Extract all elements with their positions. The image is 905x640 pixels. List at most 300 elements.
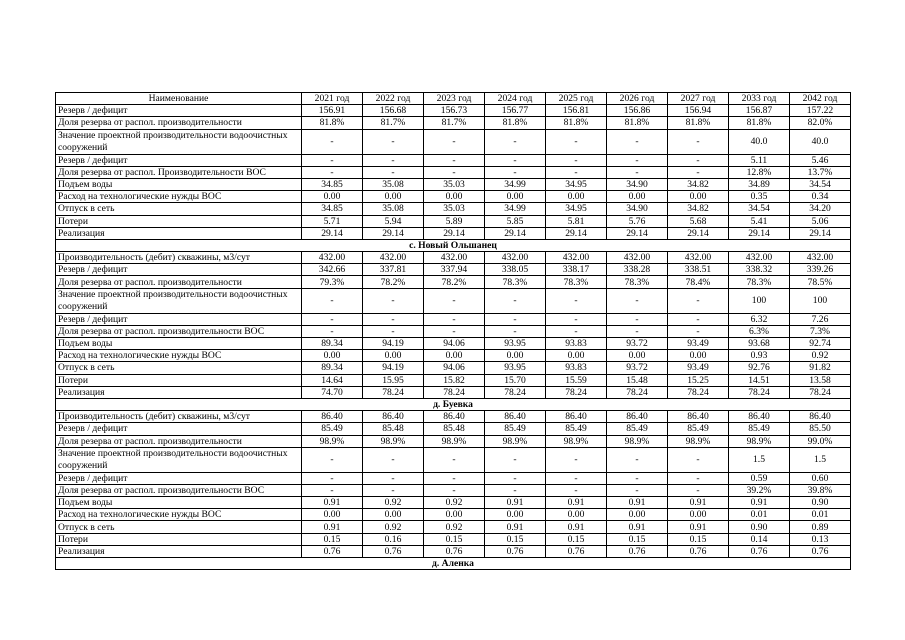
row-label: Реализация — [56, 227, 302, 239]
table-cell: 6.3% — [729, 325, 790, 337]
table-row — [56, 423, 851, 435]
table-cell: 0.76 — [485, 545, 546, 557]
table-cell: 98.9% — [729, 435, 790, 447]
table-cell: 78.2% — [363, 276, 424, 288]
table-cell: 74.70 — [302, 386, 363, 398]
table-cell: 85.50 — [790, 423, 851, 435]
table-cell: 29.14 — [424, 227, 485, 239]
row-label: Доля резерва от распол. производительности ВОС — [56, 325, 302, 337]
row-label: Реализация — [56, 386, 302, 398]
table-cell: 13.58 — [790, 374, 851, 386]
column-header-year: 2024 год — [485, 93, 546, 105]
table-row — [56, 252, 851, 264]
table-cell: 156.91 — [302, 105, 363, 117]
table-cell: 98.9% — [363, 435, 424, 447]
table-cell: - — [546, 325, 607, 337]
table-cell: 85.48 — [363, 423, 424, 435]
table-cell: 94.06 — [424, 338, 485, 350]
table-cell: 78.3% — [729, 276, 790, 288]
section-title: д. Буевка — [56, 398, 851, 410]
table-cell: 85.49 — [546, 423, 607, 435]
table-cell: 35.03 — [424, 178, 485, 190]
table-cell: 337.94 — [424, 264, 485, 276]
section-header-row — [56, 558, 851, 570]
table-cell: 338.17 — [546, 264, 607, 276]
table-cell: 0.00 — [302, 350, 363, 362]
row-label: Отпуск в сеть — [56, 521, 302, 533]
table-cell: - — [607, 154, 668, 166]
table-cell: - — [607, 472, 668, 484]
table-cell: 29.14 — [485, 227, 546, 239]
table-cell: 432.00 — [607, 252, 668, 264]
row-label: Производительность (дебит) скважины, м3/сут — [56, 252, 302, 264]
table-cell: 78.24 — [546, 386, 607, 398]
table-cell: 81.8% — [607, 117, 668, 129]
row-label: Подъем воды — [56, 178, 302, 190]
table-cell: - — [485, 166, 546, 178]
table-cell: 93.95 — [485, 338, 546, 350]
row-label: Отпуск в сеть — [56, 203, 302, 215]
table-cell: 93.68 — [729, 338, 790, 350]
table-cell: 34.85 — [302, 203, 363, 215]
table-cell: - — [668, 313, 729, 325]
row-label: Резерв / дефицит — [56, 154, 302, 166]
table-cell: - — [485, 154, 546, 166]
table-cell: 0.01 — [790, 509, 851, 521]
table-cell: 0.91 — [485, 521, 546, 533]
table-cell: 98.9% — [546, 435, 607, 447]
table-cell: 94.06 — [424, 362, 485, 374]
table-cell: 89.34 — [302, 362, 363, 374]
table-cell: - — [485, 313, 546, 325]
table-cell: 6.32 — [729, 313, 790, 325]
table-cell: 0.00 — [363, 509, 424, 521]
table-cell: - — [668, 288, 729, 313]
table-cell: 0.00 — [302, 191, 363, 203]
section-header-row — [56, 239, 851, 251]
table-row — [56, 447, 851, 472]
table-cell: 432.00 — [485, 252, 546, 264]
table-cell: 156.77 — [485, 105, 546, 117]
table-cell: 0.92 — [424, 521, 485, 533]
row-label: Доля резерва от распол. производительности — [56, 276, 302, 288]
table-cell: 0.00 — [607, 191, 668, 203]
table-cell: 0.00 — [668, 191, 729, 203]
row-label: Резерв / дефицит — [56, 313, 302, 325]
table-cell: 78.2% — [424, 276, 485, 288]
table-cell: 86.40 — [729, 411, 790, 423]
table-cell: 34.95 — [546, 203, 607, 215]
table-cell: 432.00 — [363, 252, 424, 264]
table-cell: - — [546, 447, 607, 472]
table-cell: 0.00 — [424, 509, 485, 521]
table-cell: 0.91 — [546, 521, 607, 533]
table-row — [56, 350, 851, 362]
table-cell: - — [607, 166, 668, 178]
table-body — [56, 105, 851, 570]
table-row — [56, 533, 851, 545]
table-cell: - — [546, 288, 607, 313]
table-row — [56, 521, 851, 533]
column-header-year: 2033 год — [729, 93, 790, 105]
table-cell: 0.13 — [790, 533, 851, 545]
row-label: Доля резерва от распол. Производительности ВОС — [56, 166, 302, 178]
table-cell: 78.24 — [668, 386, 729, 398]
table-cell: 29.14 — [607, 227, 668, 239]
table-cell: - — [485, 447, 546, 472]
table-row — [56, 288, 851, 313]
table-cell: 0.91 — [607, 521, 668, 533]
table-cell: 86.40 — [668, 411, 729, 423]
table-cell: 39.8% — [790, 484, 851, 496]
table-cell: - — [546, 313, 607, 325]
table-cell: 81.8% — [668, 117, 729, 129]
table-cell: 432.00 — [668, 252, 729, 264]
table-cell: - — [668, 166, 729, 178]
table-cell: 432.00 — [424, 252, 485, 264]
table-cell: 5.11 — [729, 154, 790, 166]
table-cell: - — [363, 129, 424, 154]
table-cell: 14.51 — [729, 374, 790, 386]
table-cell: 5.85 — [485, 215, 546, 227]
table-row — [56, 129, 851, 154]
table-cell: 5.81 — [546, 215, 607, 227]
row-label: Расход на технологические нужды ВОС — [56, 350, 302, 362]
table-cell: 432.00 — [302, 252, 363, 264]
table-cell: - — [424, 472, 485, 484]
row-label: Производительность (дебит) скважины, м3/сут — [56, 411, 302, 423]
table-cell: 99.0% — [790, 435, 851, 447]
row-label: Реализация — [56, 545, 302, 557]
table-cell: 156.68 — [363, 105, 424, 117]
table-cell: - — [302, 472, 363, 484]
table-cell: - — [485, 484, 546, 496]
table-cell: 34.90 — [607, 178, 668, 190]
table-cell: 29.14 — [363, 227, 424, 239]
table-cell: 0.00 — [546, 509, 607, 521]
table-cell: 34.54 — [790, 178, 851, 190]
table-row — [56, 105, 851, 117]
table-cell: 81.8% — [302, 117, 363, 129]
table-row — [56, 362, 851, 374]
table-cell: 85.48 — [424, 423, 485, 435]
table-cell: 85.49 — [485, 423, 546, 435]
table-row — [56, 264, 851, 276]
table-cell: - — [363, 313, 424, 325]
table-cell: 78.4% — [668, 276, 729, 288]
table-cell: 81.8% — [485, 117, 546, 129]
table-cell: 94.19 — [363, 362, 424, 374]
table-cell: 0.76 — [424, 545, 485, 557]
table-cell: 0.00 — [485, 191, 546, 203]
row-label: Отпуск в сеть — [56, 362, 302, 374]
table-cell: 81.8% — [546, 117, 607, 129]
table-cell: 0.76 — [363, 545, 424, 557]
table-cell: 0.00 — [607, 509, 668, 521]
table-cell: 0.34 — [790, 191, 851, 203]
table-cell: 78.24 — [607, 386, 668, 398]
table-cell: 0.00 — [607, 350, 668, 362]
column-header-year: 2026 год — [607, 93, 668, 105]
table-cell: 100 — [729, 288, 790, 313]
table-cell: 0.76 — [668, 545, 729, 557]
table-cell: - — [607, 325, 668, 337]
table-cell: 34.90 — [607, 203, 668, 215]
table-cell: 78.24 — [424, 386, 485, 398]
table-cell: 29.14 — [790, 227, 851, 239]
table-cell: 0.15 — [302, 533, 363, 545]
table-cell: 15.25 — [668, 374, 729, 386]
table-cell: 0.91 — [302, 521, 363, 533]
table-cell: - — [424, 288, 485, 313]
table-cell: - — [485, 129, 546, 154]
table-cell: 338.32 — [729, 264, 790, 276]
row-label: Значение проектной производительности водоочистных сооружений — [56, 288, 302, 313]
table-cell: 432.00 — [790, 252, 851, 264]
table-cell: 0.91 — [668, 521, 729, 533]
table-cell: 15.59 — [546, 374, 607, 386]
table-cell: 0.00 — [424, 350, 485, 362]
table-cell: 85.49 — [729, 423, 790, 435]
table-cell: 98.9% — [668, 435, 729, 447]
table-cell: - — [607, 447, 668, 472]
row-label: Потери — [56, 215, 302, 227]
column-header-year: 2021 год — [302, 93, 363, 105]
table-cell: 98.9% — [302, 435, 363, 447]
table-cell: - — [485, 288, 546, 313]
table-cell: 34.85 — [302, 178, 363, 190]
table-cell: - — [363, 325, 424, 337]
table-cell: 0.15 — [607, 533, 668, 545]
table-row — [56, 117, 851, 129]
table-cell: 156.94 — [668, 105, 729, 117]
row-label: Резерв / дефицит — [56, 105, 302, 117]
table-cell: - — [546, 166, 607, 178]
row-label: Расход на технологические нужды ВОС — [56, 191, 302, 203]
table-row — [56, 338, 851, 350]
row-label: Доля резерва от распол. производительности ВОС — [56, 484, 302, 496]
table-cell: - — [668, 154, 729, 166]
table-cell: 337.81 — [363, 264, 424, 276]
table-cell: 5.41 — [729, 215, 790, 227]
table-cell: 342.66 — [302, 264, 363, 276]
table-cell: 85.49 — [302, 423, 363, 435]
table-row — [56, 313, 851, 325]
table-cell: 40.0 — [790, 129, 851, 154]
table-cell: 5.94 — [363, 215, 424, 227]
table-cell: 0.93 — [729, 350, 790, 362]
table-cell: 100 — [790, 288, 851, 313]
table-cell: 82.0% — [790, 117, 851, 129]
table-cell: 35.03 — [424, 203, 485, 215]
table-cell: 0.91 — [485, 497, 546, 509]
table-cell: 338.05 — [485, 264, 546, 276]
section-title: д. Аленка — [56, 558, 851, 570]
table-cell: 78.24 — [790, 386, 851, 398]
table-cell: 34.95 — [546, 178, 607, 190]
table-cell: - — [302, 288, 363, 313]
table-cell: 91.82 — [790, 362, 851, 374]
table-row — [56, 203, 851, 215]
table-cell: 94.19 — [363, 338, 424, 350]
table-cell: 0.91 — [668, 497, 729, 509]
table-cell: 86.40 — [302, 411, 363, 423]
table-row — [56, 191, 851, 203]
table-cell: 0.35 — [729, 191, 790, 203]
table-cell: - — [424, 166, 485, 178]
table-row — [56, 227, 851, 239]
table-cell: 81.8% — [729, 117, 790, 129]
table-cell: 12.8% — [729, 166, 790, 178]
row-label: Подъем воды — [56, 338, 302, 350]
table-row — [56, 509, 851, 521]
column-header-year: 2042 год — [790, 93, 851, 105]
table-cell: 86.40 — [607, 411, 668, 423]
table-cell: 15.82 — [424, 374, 485, 386]
table-cell: - — [668, 484, 729, 496]
row-label: Расход на технологические нужды ВОС — [56, 509, 302, 521]
table-cell: 34.99 — [485, 178, 546, 190]
row-label: Потери — [56, 533, 302, 545]
table-row — [56, 154, 851, 166]
table-cell: 0.00 — [485, 509, 546, 521]
table-cell: 78.3% — [546, 276, 607, 288]
table-cell: - — [424, 447, 485, 472]
table-cell: 81.7% — [363, 117, 424, 129]
column-header-year: 2023 год — [424, 93, 485, 105]
table-cell: 0.91 — [729, 497, 790, 509]
table-cell: 86.40 — [485, 411, 546, 423]
table-cell: - — [668, 129, 729, 154]
table-cell: 86.40 — [363, 411, 424, 423]
table-cell: 34.99 — [485, 203, 546, 215]
table-cell: - — [424, 154, 485, 166]
table-cell: 0.15 — [485, 533, 546, 545]
table-cell: 34.89 — [729, 178, 790, 190]
table-cell: 0.15 — [668, 533, 729, 545]
table-cell: 34.82 — [668, 178, 729, 190]
table-cell: 79.3% — [302, 276, 363, 288]
table-cell: 0.00 — [363, 191, 424, 203]
table-cell: 78.24 — [729, 386, 790, 398]
table-cell: 0.00 — [302, 509, 363, 521]
table-cell: - — [424, 484, 485, 496]
table-cell: 0.92 — [363, 497, 424, 509]
table-cell: - — [424, 129, 485, 154]
table-cell: 78.24 — [363, 386, 424, 398]
table-cell: 78.24 — [485, 386, 546, 398]
table-cell: 98.9% — [607, 435, 668, 447]
table-cell: 0.76 — [546, 545, 607, 557]
table-cell: 338.28 — [607, 264, 668, 276]
row-label: Доля резерва от распол. производительности — [56, 117, 302, 129]
table-cell: 93.83 — [546, 338, 607, 350]
row-label: Резерв / дефицит — [56, 472, 302, 484]
table-cell: 0.90 — [729, 521, 790, 533]
table-row — [56, 325, 851, 337]
water-balance-table — [55, 92, 851, 570]
row-label: Резерв / дефицит — [56, 423, 302, 435]
table-cell: 156.86 — [607, 105, 668, 117]
table-cell: 86.40 — [790, 411, 851, 423]
table-cell: 93.72 — [607, 362, 668, 374]
table-cell: 5.68 — [668, 215, 729, 227]
table-cell: - — [302, 166, 363, 178]
section-title: с. Новый Ольшанец — [56, 239, 851, 251]
table-row — [56, 545, 851, 557]
table-cell: 85.49 — [607, 423, 668, 435]
table-cell: - — [302, 313, 363, 325]
table-cell: 0.00 — [363, 350, 424, 362]
table-row — [56, 435, 851, 447]
table-cell: 0.01 — [729, 509, 790, 521]
table-row — [56, 276, 851, 288]
table-cell: - — [607, 288, 668, 313]
table-cell: 86.40 — [424, 411, 485, 423]
table-cell: 0.92 — [363, 521, 424, 533]
table-cell: 85.49 — [668, 423, 729, 435]
row-label: Значение проектной производительности водоочистных сооружений — [56, 447, 302, 472]
table-cell: - — [363, 484, 424, 496]
table-cell: 0.76 — [302, 545, 363, 557]
table-cell: 92.76 — [729, 362, 790, 374]
row-label: Подъем воды — [56, 497, 302, 509]
table-cell: 93.83 — [546, 362, 607, 374]
table-cell: 0.91 — [607, 497, 668, 509]
column-header-name: Наименование — [56, 93, 302, 105]
table-cell: - — [668, 325, 729, 337]
table-cell: 0.00 — [668, 509, 729, 521]
table-cell: 7.3% — [790, 325, 851, 337]
table-cell: 81.7% — [424, 117, 485, 129]
table-cell: 0.92 — [790, 350, 851, 362]
column-header-year: 2025 год — [546, 93, 607, 105]
table-cell: - — [424, 325, 485, 337]
table-cell: 7.26 — [790, 313, 851, 325]
table-header-row — [56, 93, 851, 105]
table-cell: 339.26 — [790, 264, 851, 276]
table-cell: 29.14 — [302, 227, 363, 239]
table-cell: 0.15 — [546, 533, 607, 545]
table-cell: 157.22 — [790, 105, 851, 117]
table-cell: 13.7% — [790, 166, 851, 178]
table-cell: - — [485, 472, 546, 484]
table-cell: 0.60 — [790, 472, 851, 484]
table-cell: 98.9% — [424, 435, 485, 447]
row-label: Доля резерва от распол. производительности — [56, 435, 302, 447]
table-cell: 0.89 — [790, 521, 851, 533]
table-cell: 78.5% — [790, 276, 851, 288]
table-cell: 89.34 — [302, 338, 363, 350]
table-cell: - — [485, 325, 546, 337]
table-cell: 39.2% — [729, 484, 790, 496]
table-cell: 93.49 — [668, 338, 729, 350]
table-cell: 0.14 — [729, 533, 790, 545]
table-cell: 40.0 — [729, 129, 790, 154]
table-cell: - — [363, 472, 424, 484]
table-row — [56, 472, 851, 484]
table-cell: - — [546, 154, 607, 166]
table-cell: 338.51 — [668, 264, 729, 276]
table-cell: 0.76 — [729, 545, 790, 557]
table-cell: 93.95 — [485, 362, 546, 374]
table-cell: - — [302, 129, 363, 154]
table-cell: 92.74 — [790, 338, 851, 350]
table-cell: 1.5 — [729, 447, 790, 472]
table-cell: 5.89 — [424, 215, 485, 227]
table-cell: - — [302, 484, 363, 496]
table-cell: 0.92 — [424, 497, 485, 509]
